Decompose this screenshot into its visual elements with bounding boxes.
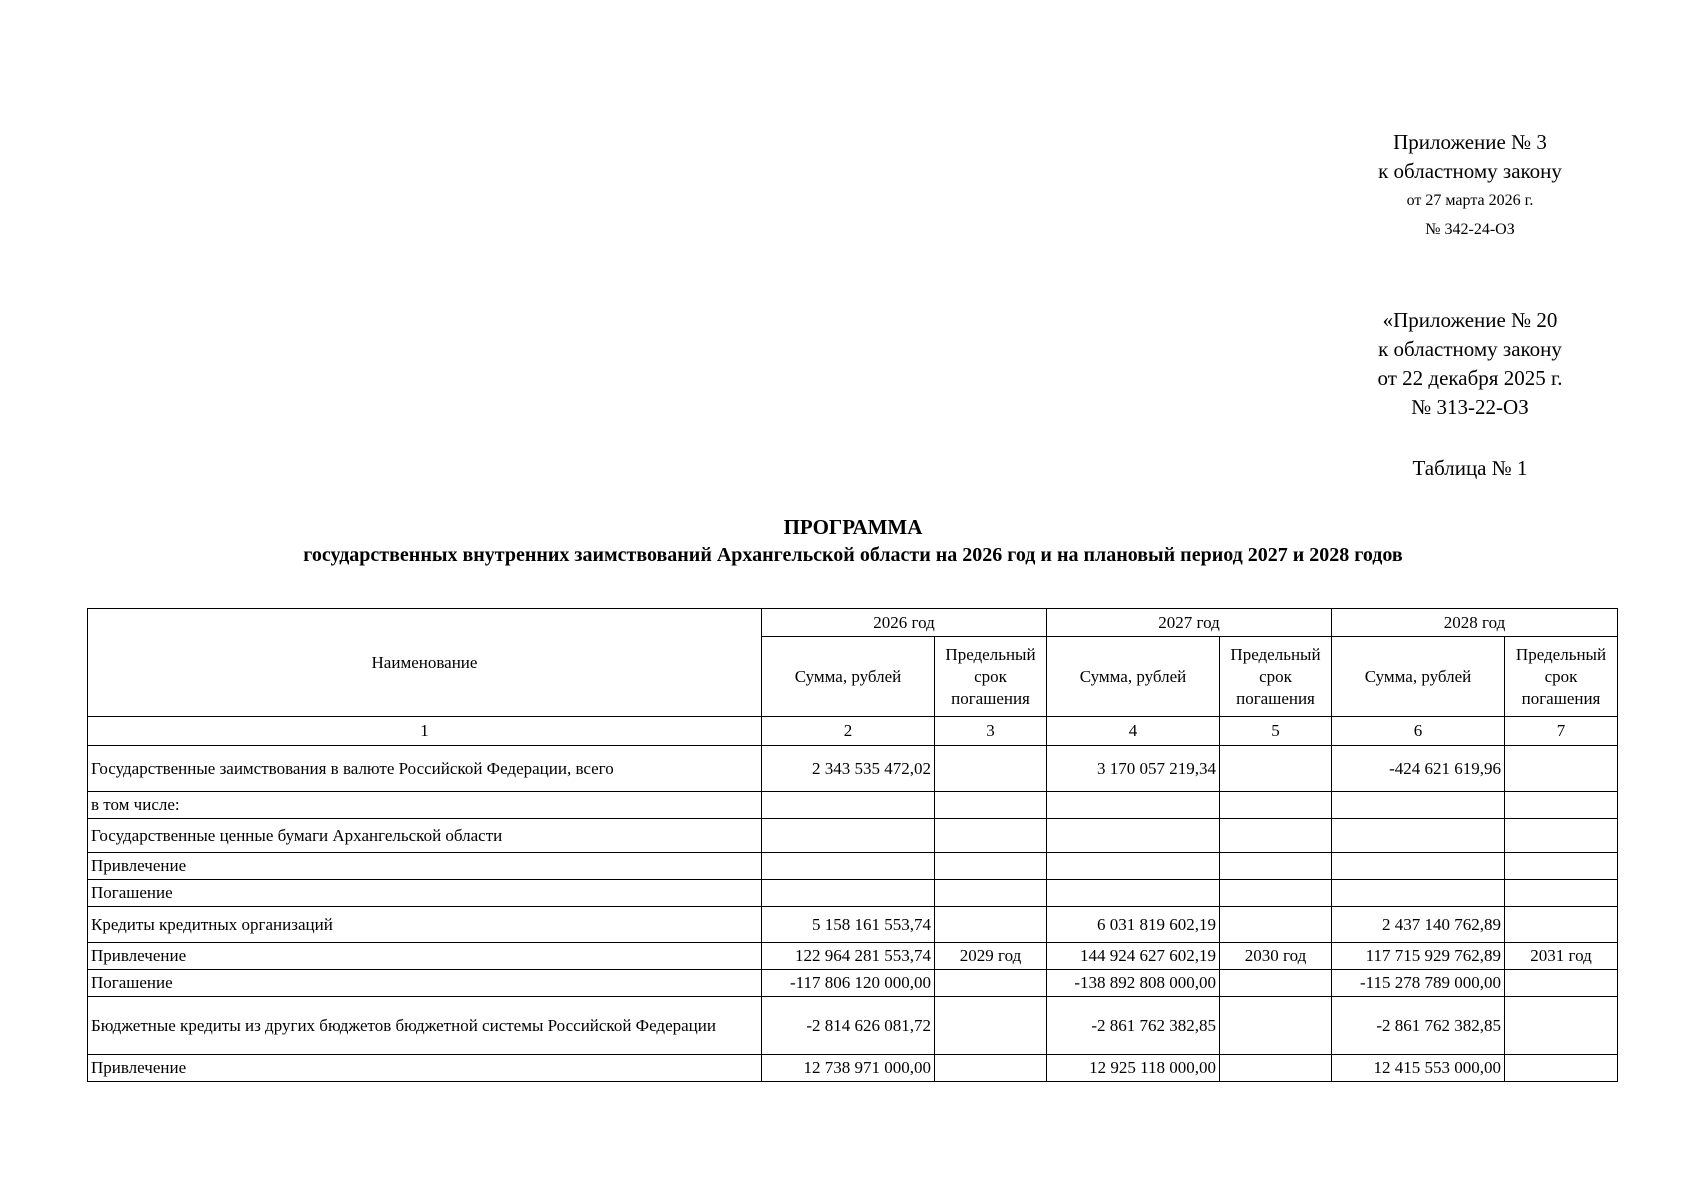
- table-row: [88, 819, 1618, 853]
- document-subtitle: государственных внутренних заимствований Архангельской области на 2026 год и на плановый период 2027 и 2028 годов: [303, 544, 1403, 566]
- cell-sum-2028: -115 278 789 000,00: [1332, 970, 1505, 997]
- row-name: Привлечение: [88, 853, 762, 880]
- cell-term-2027: [1220, 970, 1332, 997]
- cell-term-2027: [1220, 853, 1332, 880]
- header-term: Предельный срок погашения: [1220, 637, 1332, 717]
- table-row: [88, 746, 1618, 792]
- cell-sum-2028: [1332, 819, 1505, 853]
- cell-sum-2026: [762, 819, 935, 853]
- header-row-numbers: [88, 717, 1618, 746]
- cell-sum-2027: [1047, 819, 1220, 853]
- header-sum: Сумма, рублей: [1047, 637, 1220, 717]
- cell-term-2026: [935, 853, 1047, 880]
- row-name: Кредиты кредитных организаций: [88, 907, 762, 943]
- header-row-years: [88, 609, 1618, 637]
- cell-term-2027: [1220, 997, 1332, 1055]
- annex-number: Приложение № 3: [1393, 130, 1547, 154]
- cell-term-2028: [1505, 819, 1618, 853]
- row-name: Погашение: [88, 970, 762, 997]
- header-name: Наименование: [88, 609, 762, 717]
- cell-sum-2026: 12 738 971 000,00: [762, 1055, 935, 1082]
- cell-sum-2028: -424 621 619,96: [1332, 746, 1505, 792]
- table-row: [88, 907, 1618, 943]
- header-year-2026: 2026 год: [762, 609, 1047, 637]
- cell-term-2026: [935, 880, 1047, 907]
- annex-law-ref: к областному закону: [1378, 159, 1562, 183]
- annex-reference-original: [1300, 306, 1640, 422]
- header-term: Предельный срок погашения: [935, 637, 1047, 717]
- cell-term-2028: [1505, 997, 1618, 1055]
- cell-sum-2028: [1332, 792, 1505, 819]
- cell-sum-2027: 12 925 118 000,00: [1047, 1055, 1220, 1082]
- header-sum: Сумма, рублей: [762, 637, 935, 717]
- row-name: Погашение: [88, 880, 762, 907]
- cell-sum-2026: -2 814 626 081,72: [762, 997, 935, 1055]
- annex-date: от 22 декабря 2025 г.: [1377, 366, 1563, 390]
- cell-sum-2027: [1047, 792, 1220, 819]
- row-name: Привлечение: [88, 1055, 762, 1082]
- cell-term-2028: [1505, 1055, 1618, 1082]
- cell-term-2026: [935, 792, 1047, 819]
- cell-sum-2028: 12 415 553 000,00: [1332, 1055, 1505, 1082]
- cell-term-2028: [1505, 880, 1618, 907]
- header-term: Предельный срок погашения: [1505, 637, 1618, 717]
- column-number: 2: [762, 717, 935, 746]
- cell-term-2028: [1505, 970, 1618, 997]
- table-row: [88, 997, 1618, 1055]
- header-sum: Сумма, рублей: [1332, 637, 1505, 717]
- cell-sum-2028: [1332, 880, 1505, 907]
- table-row: [88, 853, 1618, 880]
- cell-sum-2027: [1047, 880, 1220, 907]
- cell-term-2028: [1505, 907, 1618, 943]
- cell-sum-2026: 5 158 161 553,74: [762, 907, 935, 943]
- table-row: [88, 792, 1618, 819]
- cell-sum-2027: 3 170 057 219,34: [1047, 746, 1220, 792]
- cell-sum-2027: [1047, 853, 1220, 880]
- cell-term-2026: [935, 819, 1047, 853]
- cell-term-2026: [935, 907, 1047, 943]
- cell-sum-2028: 117 715 929 762,89: [1332, 943, 1505, 970]
- cell-term-2026: [935, 997, 1047, 1055]
- column-number: 7: [1505, 717, 1618, 746]
- cell-term-2027: [1220, 792, 1332, 819]
- annex-law-ref: к областному закону: [1378, 337, 1562, 361]
- column-number: 6: [1332, 717, 1505, 746]
- cell-term-2027: [1220, 746, 1332, 792]
- table-row: [88, 880, 1618, 907]
- cell-term-2027: [1220, 819, 1332, 853]
- cell-sum-2028: 2 437 140 762,89: [1332, 907, 1505, 943]
- cell-sum-2026: [762, 792, 935, 819]
- cell-term-2027: [1220, 880, 1332, 907]
- cell-sum-2027: 6 031 819 602,19: [1047, 907, 1220, 943]
- borrowing-program-table: [87, 608, 1618, 1082]
- annex-law-number: № 313-22-ОЗ: [1411, 395, 1529, 419]
- cell-sum-2027: 144 924 627 602,19: [1047, 943, 1220, 970]
- table-row: [88, 1055, 1618, 1082]
- header-year-2027: 2027 год: [1047, 609, 1332, 637]
- cell-term-2027: [1220, 907, 1332, 943]
- cell-term-2028: [1505, 792, 1618, 819]
- cell-term-2026: [935, 970, 1047, 997]
- cell-term-2026: [935, 746, 1047, 792]
- cell-term-2028: [1505, 746, 1618, 792]
- cell-sum-2026: [762, 853, 935, 880]
- document-title: ПРОГРАММА: [783, 515, 923, 539]
- cell-term-2027: 2030 год: [1220, 943, 1332, 970]
- cell-term-2026: [935, 1055, 1047, 1082]
- cell-sum-2028: [1332, 853, 1505, 880]
- cell-term-2028: [1505, 853, 1618, 880]
- cell-term-2027: [1220, 1055, 1332, 1082]
- column-number: 3: [935, 717, 1047, 746]
- column-number: 5: [1220, 717, 1332, 746]
- cell-sum-2027: -2 861 762 382,85: [1047, 997, 1220, 1055]
- cell-sum-2026: -117 806 120 000,00: [762, 970, 935, 997]
- column-number: 4: [1047, 717, 1220, 746]
- table-row: [88, 970, 1618, 997]
- annex-law-number: № 342-24-ОЗ: [1425, 221, 1515, 238]
- cell-term-2028: 2031 год: [1505, 943, 1618, 970]
- cell-sum-2027: -138 892 808 000,00: [1047, 970, 1220, 997]
- table-row: [88, 943, 1618, 970]
- header-year-2028: 2028 год: [1332, 609, 1618, 637]
- row-name: в том числе:: [88, 792, 762, 819]
- cell-sum-2026: 122 964 281 553,74: [762, 943, 935, 970]
- annex-number: «Приложение № 20: [1382, 308, 1558, 332]
- row-name: Государственные заимствования в валюте Российской Федерации, всего: [88, 746, 762, 792]
- annex-reference-current: [1300, 128, 1640, 244]
- cell-sum-2026: [762, 880, 935, 907]
- table-number: Таблица № 1: [1412, 456, 1528, 480]
- cell-term-2026: 2029 год: [935, 943, 1047, 970]
- row-name: Государственные ценные бумаги Архангельской области: [88, 819, 762, 853]
- cell-sum-2028: -2 861 762 382,85: [1332, 997, 1505, 1055]
- column-number: 1: [88, 717, 762, 746]
- annex-date: от 27 марта 2026 г.: [1406, 192, 1534, 209]
- cell-sum-2026: 2 343 535 472,02: [762, 746, 935, 792]
- row-name: Привлечение: [88, 943, 762, 970]
- row-name: Бюджетные кредиты из других бюджетов бюджетной системы Российской Федерации: [88, 997, 762, 1055]
